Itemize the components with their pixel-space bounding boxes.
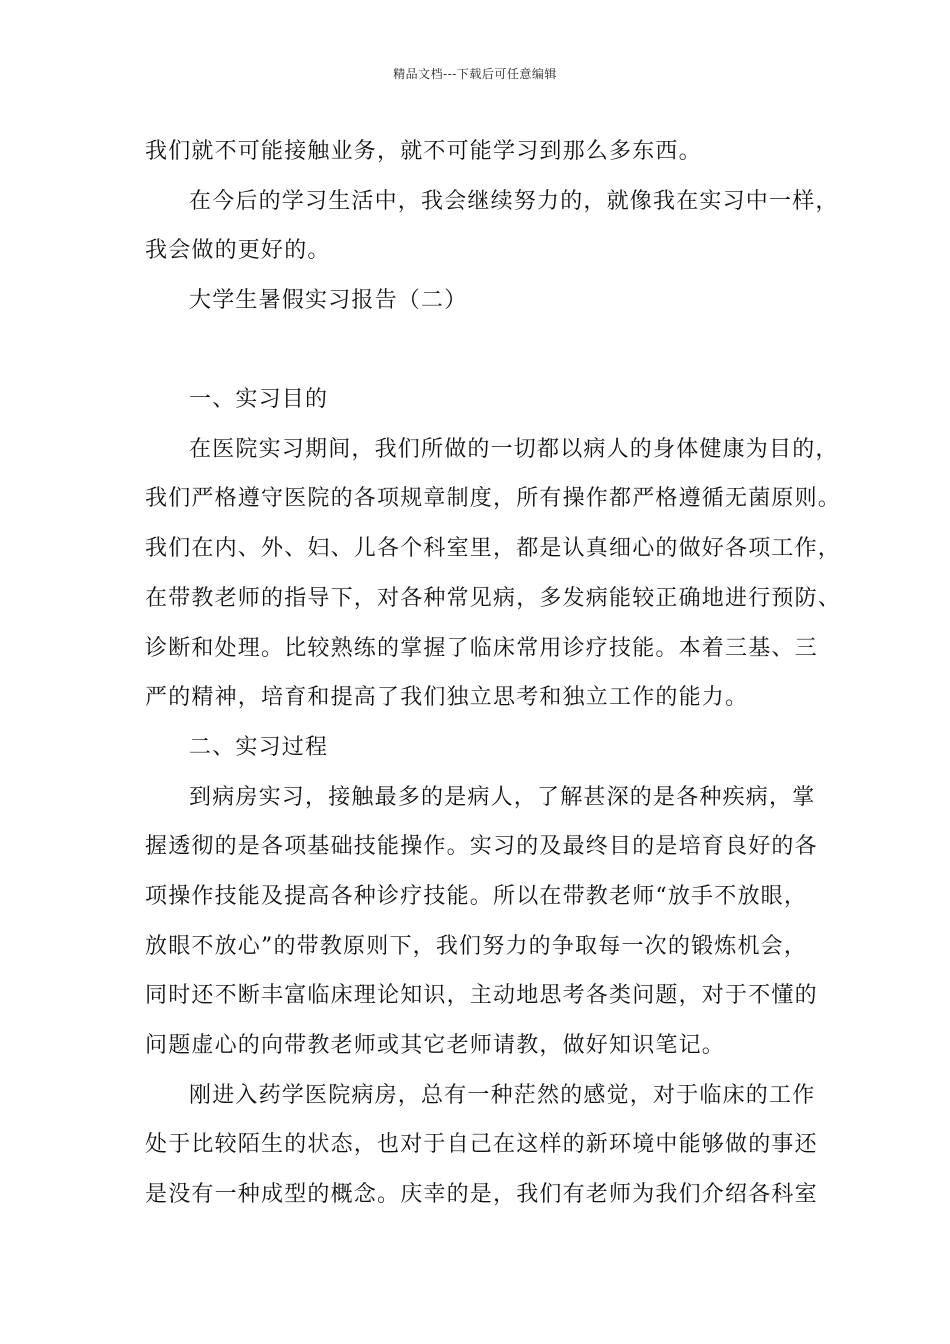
page-header: 精品文档---下载后可任意编辑	[393, 67, 557, 81]
paragraph-line: 严的精神，培育和提高了我们独立思考和独立工作的能力。	[145, 685, 749, 710]
section-title: 大学生暑假实习报告（二）	[189, 288, 468, 313]
paragraph-line: 我们就不可能接触业务，就不可能学习到那么多东西。	[145, 139, 702, 164]
paragraph-line: 我们在内、外、妇、儿各个科室里，都是认真细心的做好各项工作，	[145, 536, 842, 561]
paragraph-line: 我们严格遵守医院的各项规章制度，所有操作都严格遵循无菌原则。	[145, 486, 842, 511]
paragraph-line: 诊断和处理。比较熟练的掌握了临床常用诊疗技能。本着三基、三	[145, 636, 818, 661]
paragraph-line: 我会做的更好的。	[145, 238, 331, 263]
paragraph-line: 到病房实习，接触最多的是病人，了解甚深的是各种疾病，掌	[189, 785, 816, 810]
paragraph-line: 项操作技能及提高各种诊疗技能。所以在带教老师“放手不放眼，	[145, 884, 808, 909]
section-heading: 二、实习过程	[189, 735, 329, 760]
paragraph-line: 处于比较陌生的状态，也对于自己在这样的新环境中能够做的事还	[145, 1132, 818, 1157]
paragraph-line: 在带教老师的指导下，对各种常见病，多发病能较正确地进行预防、	[145, 586, 842, 611]
paragraph-line: 在医院实习期间，我们所做的一切都以病人的身体健康为目的，	[189, 437, 839, 462]
paragraph-line: 是没有一种成型的概念。庆幸的是，我们有老师为我们介绍各科室	[145, 1182, 818, 1207]
paragraph-line: 放眼不放心”的带教原则下，我们努力的争取每一次的锻炼机会，	[145, 934, 808, 959]
paragraph-line: 同时还不断丰富临床理论知识，主动地思考各类问题，对于不懂的	[145, 983, 818, 1008]
paragraph-line: 问题虚心的向带教老师或其它老师请教，做好知识笔记。	[145, 1033, 726, 1058]
paragraph-line: 刚进入药学医院病房，总有一种茫然的感觉，对于临床的工作	[189, 1083, 816, 1108]
paragraph-line: 在今后的学习生活中，我会继续努力的，就像我在实习中一样，	[189, 189, 839, 214]
paragraph-line: 握透彻的是各项基础技能操作。实习的及最终目的是培育良好的各	[145, 834, 818, 859]
section-heading: 一、实习目的	[189, 387, 329, 412]
